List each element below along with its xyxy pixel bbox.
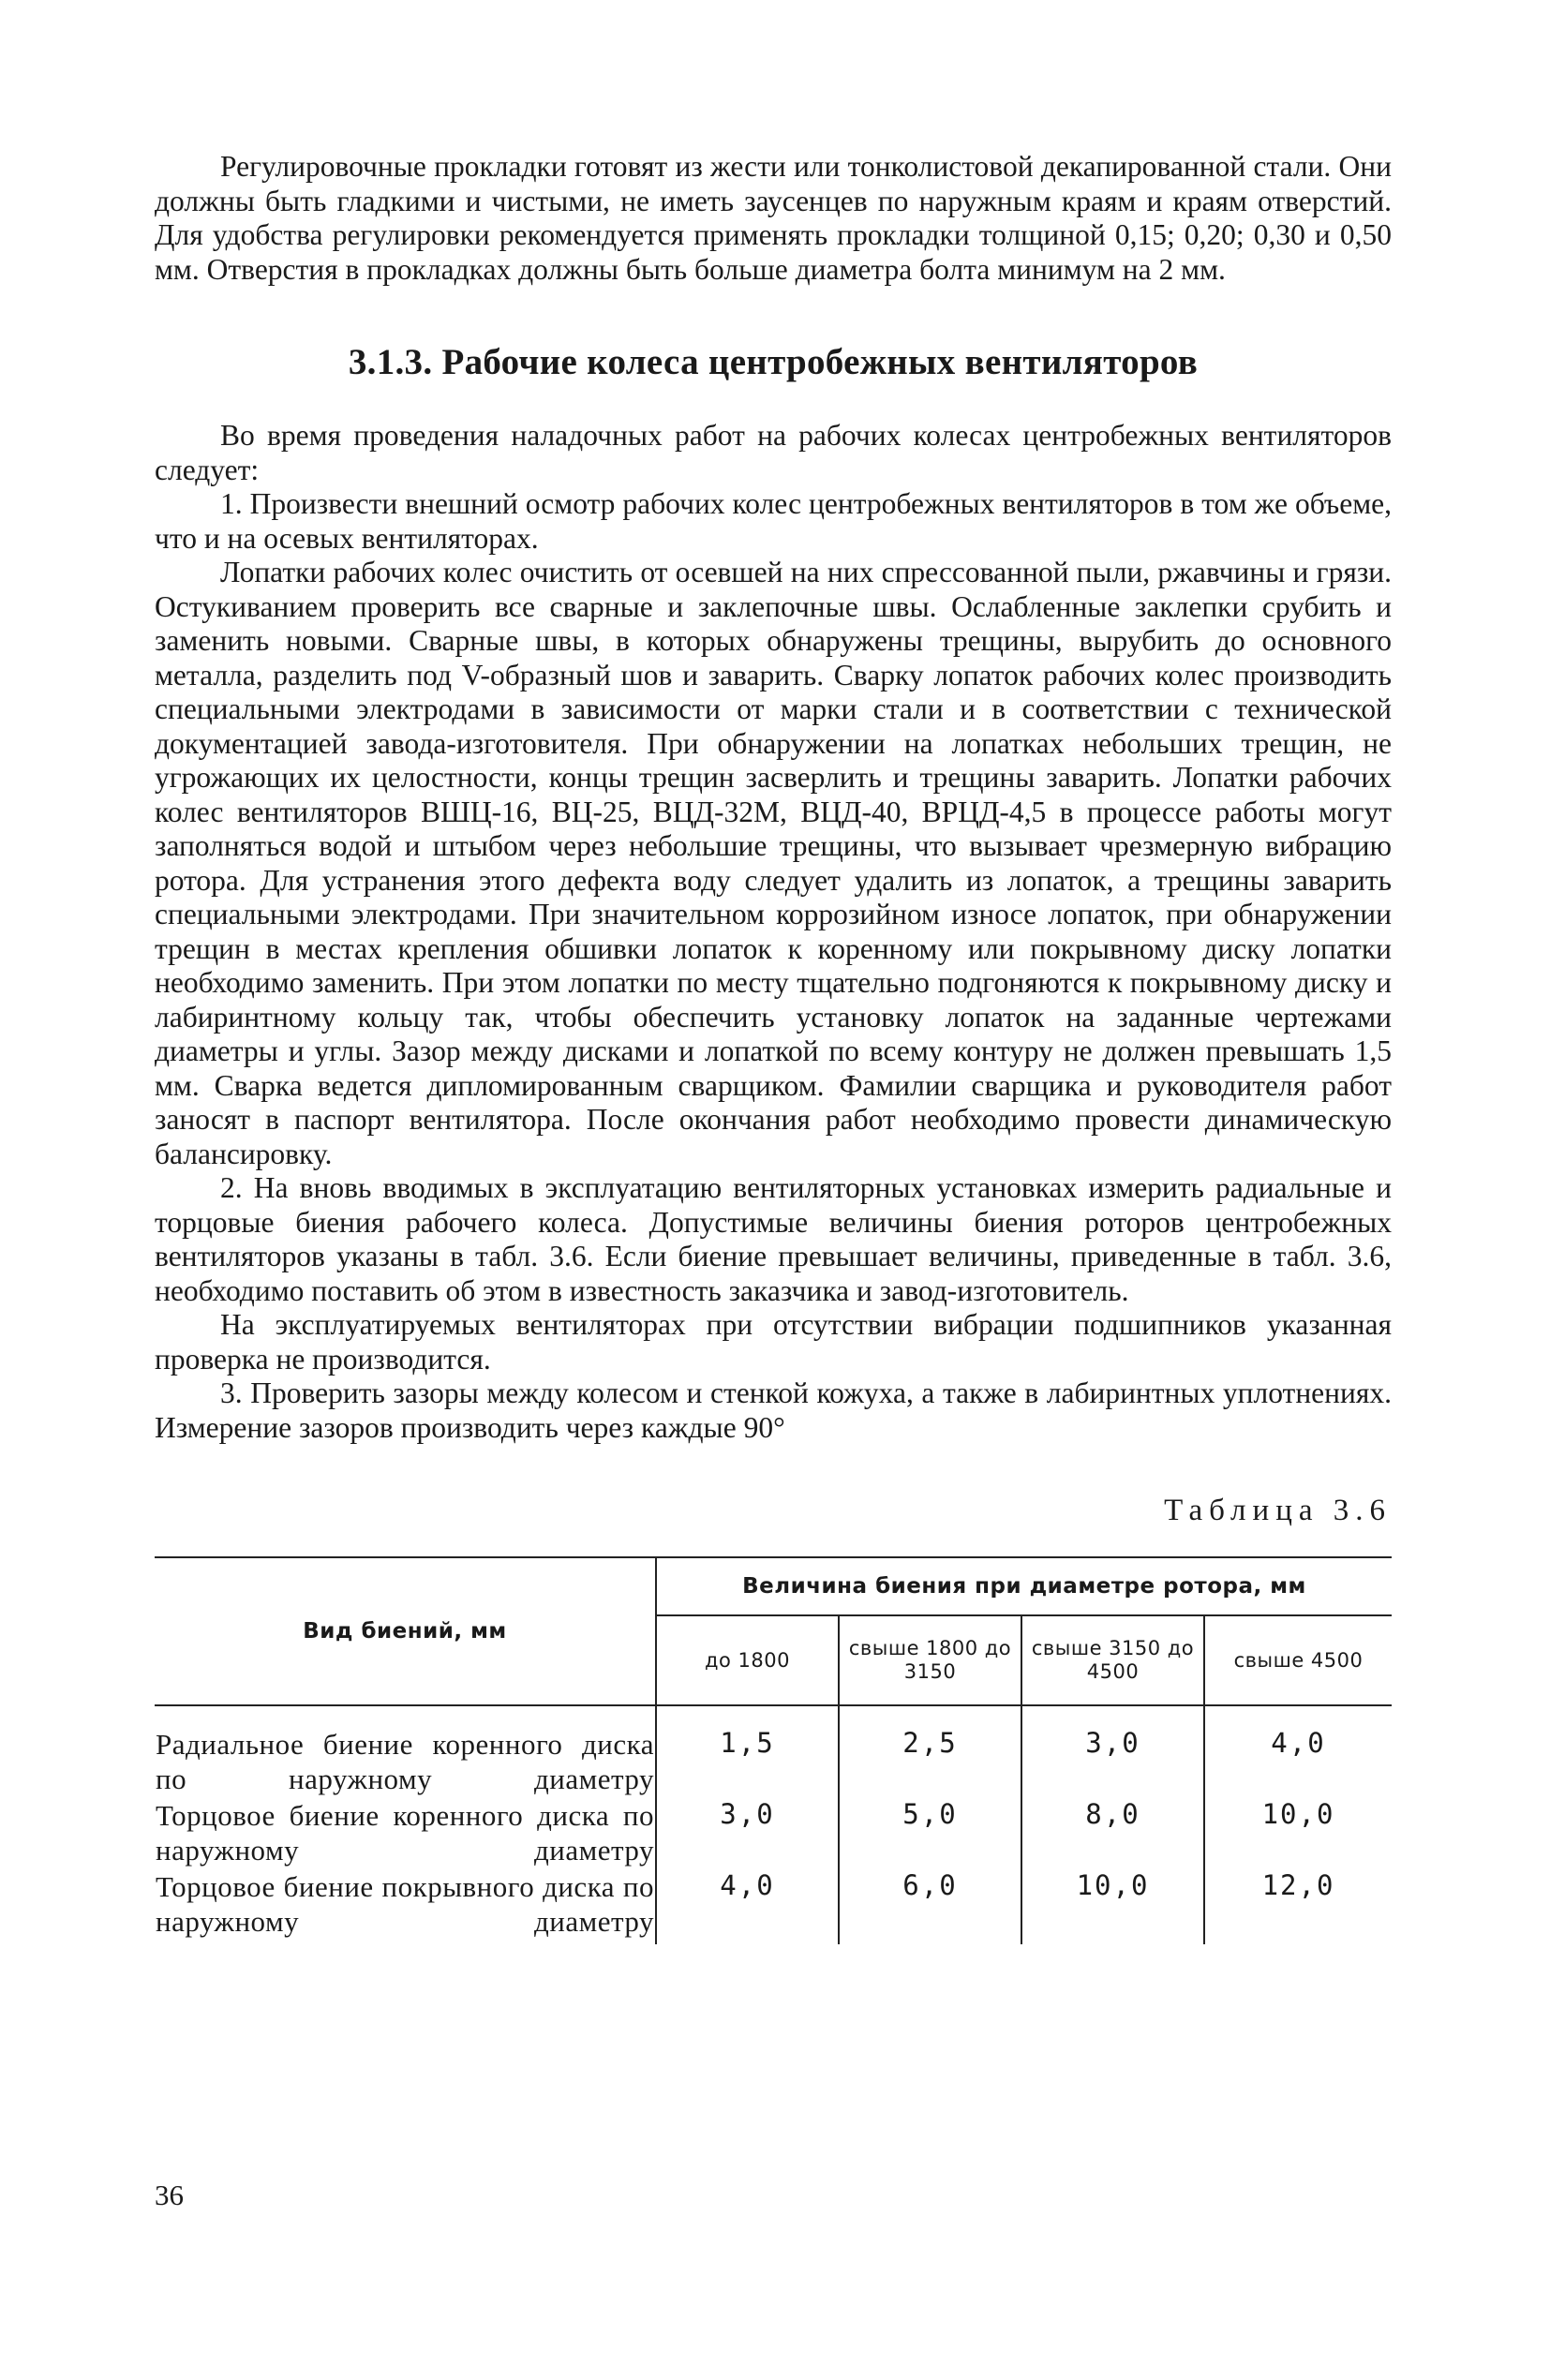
- table-cell: 4,0: [1204, 1705, 1392, 1797]
- page-content: [155, 150, 1392, 1944]
- table-cell: 2,5: [839, 1705, 1021, 1797]
- table-cell: 12,0: [1204, 1868, 1392, 1944]
- intro-paragraph: Регулировочные прокладки готовят из жести или тонколистовой декапированной стали. Они должны быть гладкими и чистыми, не иметь заусенцев по наружным краям и краям отверстий. Для удобства регулировки рекомендуется применять прокладки толщиной 0,15; 0,20; 0,30 и 0,50 мм. Отверстия в прокладках должны быть больше диаметра болта минимум на 2 мм.: [155, 150, 1392, 286]
- table-caption: Таблица 3.6: [1164, 1494, 1392, 1527]
- row-label: Торцовое биение покрывного диска по наружному диаметру: [156, 1870, 654, 1938]
- table-row: [155, 1868, 1392, 1944]
- table-cell: 5,0: [839, 1797, 1021, 1868]
- body-paragraph: Лопатки рабочих колес очистить от осевшей на них спрессованной пыли, ржавчины и грязи. Остукиванием проверить все сварные и заклепочные швы. Ослабленные заклепки срубить и заменить новыми. Сварные швы, в которых обнаружены трещины, вырубить до основного металла, разделить под V-образный шов и заварить. Сварку лопаток рабочих колес производить специальными электродами в зависимости от марки стали и в соответствии с технической документацией завода-изготовителя. При обнаружении на лопатках небольших трещин, не угрожающих их целостности, концы трещин засверлить и трещины заварить. Лопатки рабочих колес вентиляторов ВШЦ-16, ВЦ-25, ВЦД-32М, ВЦД-40, ВРЦД-4,5 в процессе работы могут заполняться водой и штыбом через небольшие трещины, что вызывает чрезмерную вибрацию ротора. Для устранения этого дефекта воду следует удалить из лопаток, а трещины заварить специальными электродами. При значительном коррозийном износе лопаток, при обнаружении трещин в местах крепления обшивки лопаток к коренному или покрывному диску лопатки необходимо заменить. При этом лопатки по месту тщательно подгоняются к покрывному диску и лабиринтному кольцу так, чтобы обеспечить установку лопаток на заданные чертежами диаметры и углы. Зазор между дисками и лопаткой по всему контуру не должен превышать 1,5 мм. Сварка ведется дипломированным сварщиком. Фамилии сварщика и руководителя работ заносят в паспорт вентилятора. После окончания работ необходимо провести динамическую балансировку.: [155, 556, 1392, 1170]
- table-cell: 10,0: [1204, 1797, 1392, 1868]
- table-cell: 1,5: [656, 1705, 839, 1797]
- column-header: до 1800: [656, 1615, 839, 1705]
- column-header: свыше 1800 до 3150: [839, 1615, 1021, 1705]
- body-paragraph: Во время проведения наладочных работ на рабочих колесах центробежных вентиляторов следует:: [155, 419, 1392, 486]
- section-heading: 3.1.3. Рабочие колеса центробежных вентиляторов: [348, 342, 1199, 382]
- body-paragraph: 2. На вновь вводимых в эксплуатацию вентиляторных установках измерить радиальные и торцовые биения рабочего колеса. Допустимые величины биения роторов центробежных вентиляторов указаны в табл. 3.6. Если биение превышает величины, приведенные в табл. 3.6, необходимо поставить об этом в известность заказчика и завод-изготовитель.: [155, 1171, 1392, 1307]
- row-header: Вид биений, мм: [155, 1557, 656, 1705]
- table-cell: 3,0: [1021, 1705, 1204, 1797]
- table-row: [155, 1797, 1392, 1868]
- page-number: 36: [155, 2179, 184, 2211]
- column-header: свыше 4500: [1204, 1615, 1392, 1705]
- row-label: Радиальное биение коренного диска по наружному диаметру: [156, 1728, 654, 1795]
- table-cell: 4,0: [656, 1868, 839, 1944]
- table-cell: 6,0: [839, 1868, 1021, 1944]
- table-cell: 3,0: [656, 1797, 839, 1868]
- row-label: Торцовое биение коренного диска по наружному диаметру: [156, 1799, 654, 1867]
- table-cell: 8,0: [1021, 1797, 1204, 1868]
- group-header: Величина биения при диаметре ротора, мм: [656, 1557, 1392, 1615]
- runout-table: [155, 1556, 1392, 1944]
- table-cell: 10,0: [1021, 1868, 1204, 1944]
- column-header: свыше 3150 до 4500: [1021, 1615, 1204, 1705]
- body-paragraph: 1. Произвести внешний осмотр рабочих колес центробежных вентиляторов в том же объеме, что и на осевых вентиляторах.: [155, 487, 1392, 555]
- table-row: [155, 1705, 1392, 1797]
- body-paragraph: На эксплуатируемых вентиляторах при отсутствии вибрации подшипников указанная проверка не производится.: [155, 1308, 1392, 1376]
- body-paragraph: 3. Проверить зазоры между колесом и стенкой кожуха, а также в лабиринтных уплотнениях. Измерение зазоров производить через каждые 90°: [155, 1376, 1392, 1444]
